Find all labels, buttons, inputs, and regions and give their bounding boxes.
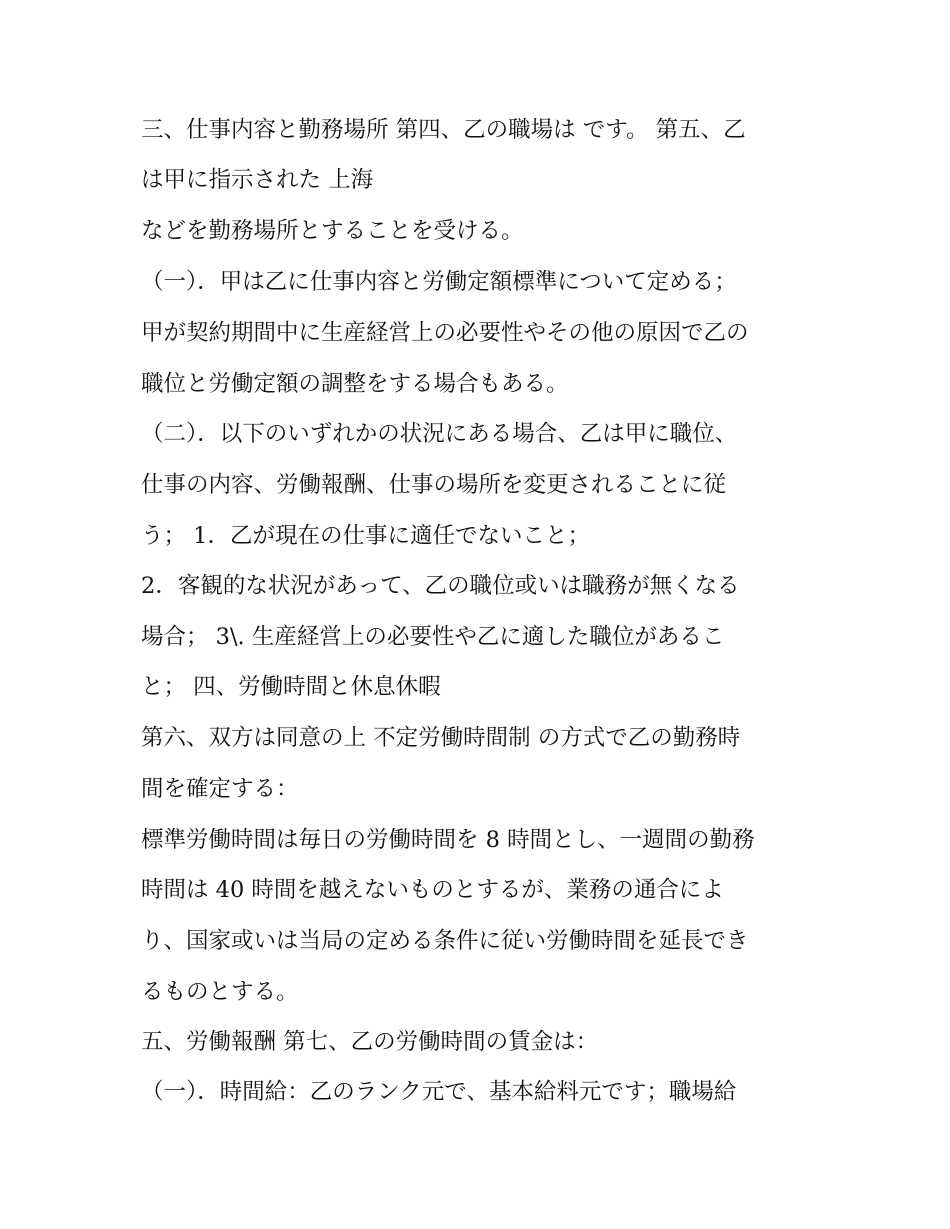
text-line: 標準労働時間は毎日の労働時間を 8 時間とし、一週間の勤務 [141,827,755,853]
text-line: 職位と労働定額の調整をする場合もある。 [141,371,569,397]
text-line: 五、労働報酬 第七、乙の労働時間の賃金は： [141,1029,599,1055]
text-line: 場合； 3\. 生産経営上の必要性や乙に適した職位があるこ [141,624,725,650]
text-line: 甲が契約期間中に生産経営上の必要性やその他の原因で乙の [141,320,749,346]
text-line: は甲に指示された 上海 [141,167,374,193]
text-line: 2．客観的な状況があって、乙の職位或いは職務が無くなる [141,573,740,599]
text-line: り、国家或いは当局の定める条件に従い労働時間を延長でき [141,928,749,954]
text-line: う； 1．乙が現在の仕事に適任でないこと； [141,523,590,549]
text-line: 仕事の内容、労働報酬、仕事の場所を変更されることに従 [141,472,727,498]
text-line: るものとする。 [141,979,299,1005]
text-line: 時間は 40 時間を越えないものとするが、業務の通合によ [141,877,724,903]
text-line: （一）．甲は乙に仕事内容と労働定額標準について定める； [141,269,737,295]
text-line: （一）．時間給：乙のランク元で、基本給料元です；職場給 [141,1079,737,1105]
text-line: 三、仕事内容と勤務場所 第四、乙の職場は です。 第五、乙 [141,117,746,143]
text-line: （二）．以下のいずれかの状況にある場合、乙は甲に職位、 [141,421,738,447]
text-line: などを勤務場所とすることを受ける。 [141,218,524,244]
text-line: 間を確定する： [141,776,299,802]
text-line: と； 四、労働時間と休息休暇 [141,674,441,700]
text-line: 第六、双方は同意の上 不定労働時間制 の方式で乙の勤務時 [141,725,741,751]
